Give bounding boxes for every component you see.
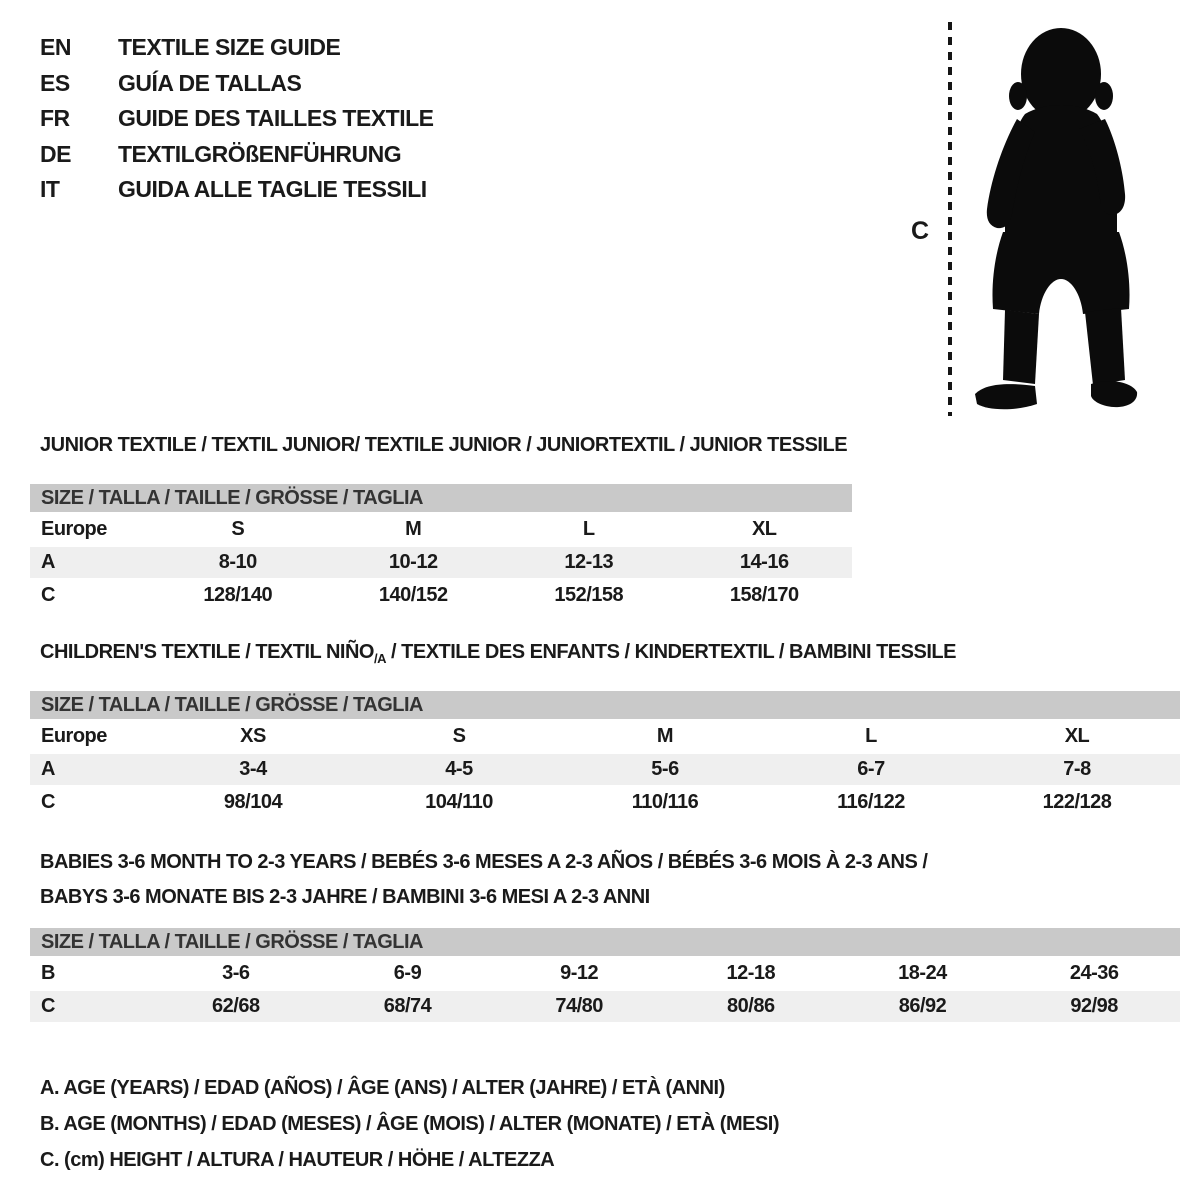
height-cell: 158/170 — [729, 584, 799, 606]
lang-code: ES — [40, 69, 70, 96]
row-label: A — [41, 551, 55, 573]
children-size-table — [30, 691, 1180, 820]
babies-section-title — [40, 845, 927, 915]
size-header-bar: SIZE / TALLA / TAILLE / GRÖSSE / TAGLIA — [30, 691, 1180, 719]
size-cell: M — [656, 725, 674, 747]
height-cell: 98/104 — [223, 791, 283, 813]
age-cell: 18-24 — [898, 962, 947, 984]
legend-line-a: A. AGE (YEARS) / EDAD (AÑOS) / ÂGE (ANS) / ALTER (JAHRE) / ETÀ (ANNI) — [40, 1077, 725, 1099]
guide-title-es: GUÍA DE TALLAS — [118, 69, 302, 96]
height-cell: 110/116 — [631, 791, 699, 813]
lang-code: IT — [40, 176, 60, 202]
lang-row-es — [40, 66, 434, 102]
size-cell: L — [865, 725, 877, 747]
lang-row-de — [40, 137, 434, 173]
junior-section-title: JUNIOR TEXTILE / TEXTIL JUNIOR/ TEXTILE JUNIOR / JUNIORTEXTIL / JUNIOR TESSILE — [40, 434, 848, 456]
size-cell: S — [452, 725, 466, 747]
row-label: Europe — [41, 725, 107, 747]
height-cell: 104/110 — [425, 791, 493, 813]
height-cell: 140/152 — [378, 584, 448, 606]
age-cell: 8-10 — [218, 551, 257, 573]
height-cell: 92/98 — [1070, 995, 1118, 1017]
guide-title-it: GUIDA ALLE TAGLIE TESSILI — [118, 176, 427, 202]
table-row — [30, 958, 1180, 989]
row-label: Europe — [41, 518, 107, 540]
lang-code: DE — [40, 140, 71, 167]
table-row — [30, 514, 852, 545]
size-cell: XL — [751, 518, 777, 540]
size-header-bar: SIZE / TALLA / TAILLE / GRÖSSE / TAGLIA — [30, 928, 1180, 956]
table-row — [30, 754, 1180, 785]
height-cell: 74/80 — [555, 995, 603, 1017]
lang-row-it — [40, 172, 434, 208]
measure-legend — [40, 1070, 779, 1178]
age-cell: 10-12 — [388, 551, 438, 573]
age-cell: 12-13 — [564, 551, 614, 573]
row-label: B — [41, 962, 55, 984]
row-label: C — [41, 791, 55, 813]
age-cell: 14-16 — [739, 551, 789, 573]
lang-code: FR — [40, 105, 70, 131]
size-cell: XS — [240, 725, 266, 747]
babies-title-line2: BABYS 3-6 MONATE BIS 2-3 JAHRE / BAMBINI 3-6 MESI A 2-3 ANNI — [40, 886, 650, 908]
age-cell: 6-7 — [857, 758, 885, 780]
size-header-bar: SIZE / TALLA / TAILLE / GRÖSSE / TAGLIA — [30, 484, 852, 512]
children-title-pre: CHILDREN'S TEXTILE / TEXTIL NIÑO — [40, 641, 374, 663]
babies-title-line1: BABIES 3-6 MONTH TO 2-3 YEARS / BEBÉS 3-6 MESES A 2-3 AÑOS / BÉBÉS 3-6 MOIS À 2-3 ANS / — [40, 851, 928, 873]
row-label: A — [41, 758, 55, 780]
row-label: C — [41, 995, 55, 1017]
legend-line-b: B. AGE (MONTHS) / EDAD (MESES) / ÂGE (MOIS) / ALTER (MONATE) / ETÀ (MESI) — [40, 1113, 780, 1135]
table-row — [30, 787, 1180, 818]
age-cell: 6-9 — [393, 962, 422, 984]
size-cell: S — [231, 518, 245, 540]
height-dashed-line — [948, 22, 952, 416]
babies-size-table — [30, 928, 1180, 1024]
age-cell: 4-5 — [445, 758, 473, 780]
lang-code: EN — [40, 34, 71, 60]
table-row — [30, 580, 852, 611]
height-cell: 62/68 — [212, 995, 260, 1017]
language-title-list — [40, 30, 434, 208]
lang-row-fr — [40, 101, 434, 137]
children-section-title — [40, 641, 956, 666]
size-cell: M — [405, 518, 422, 540]
age-cell: 24-36 — [1069, 962, 1119, 984]
lang-row-en — [40, 30, 434, 66]
children-title-post: / TEXTILE DES ENFANTS / KINDERTEXTIL / BAMBINI TESSILE — [385, 641, 956, 663]
junior-size-table — [30, 484, 852, 613]
height-cell: 116/122 — [837, 791, 905, 813]
row-label: C — [41, 584, 55, 606]
height-cell: 122/128 — [1042, 791, 1112, 813]
guide-title-en: TEXTILE SIZE GUIDE — [118, 34, 341, 60]
guide-title-fr: GUIDE DES TAILLES TEXTILE — [118, 105, 434, 131]
age-cell: 3-6 — [222, 962, 250, 984]
height-measure-label: C — [911, 217, 929, 245]
age-cell: 5-6 — [651, 758, 679, 780]
table-row — [30, 991, 1180, 1022]
age-cell: 12-18 — [726, 962, 776, 984]
height-cell: 86/92 — [898, 995, 947, 1017]
age-cell: 9-12 — [560, 962, 599, 984]
height-cell: 152/158 — [554, 584, 624, 606]
height-cell: 80/86 — [727, 995, 775, 1017]
size-cell: XL — [1064, 725, 1090, 747]
children-title-sub: /A — [373, 651, 386, 666]
age-cell: 7-8 — [1063, 758, 1091, 780]
table-row — [30, 721, 1180, 752]
height-cell: 68/74 — [383, 995, 432, 1017]
table-row — [30, 547, 852, 578]
age-cell: 3-4 — [239, 758, 267, 780]
guide-title-de: TEXTILGRÖßENFÜHRUNG — [118, 140, 402, 167]
size-cell: L — [582, 518, 595, 540]
height-figure — [905, 14, 1185, 420]
height-cell: 128/140 — [203, 584, 273, 606]
toddler-silhouette-icon — [965, 14, 1145, 414]
legend-line-c: C. (cm) HEIGHT / ALTURA / HAUTEUR / HÖHE / ALTEZZA — [40, 1149, 555, 1171]
